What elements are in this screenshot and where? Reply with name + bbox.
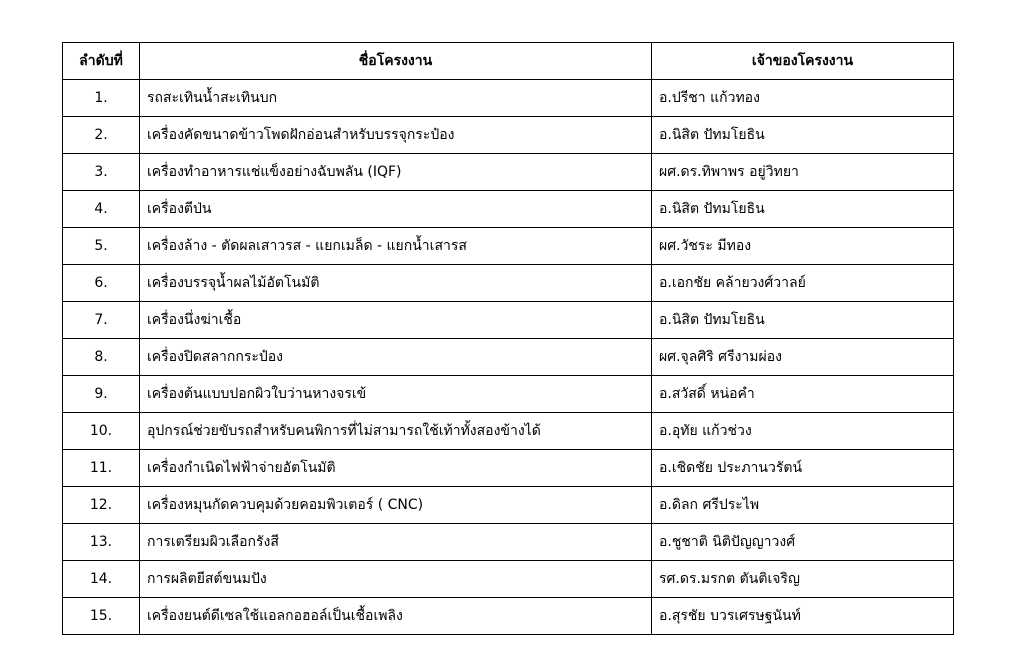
project-name-cell: เครื่องล้าง - ตัดผลเสาวรส - แยกเมล็ด - แยกน้ำเสารส bbox=[140, 228, 652, 265]
order-number-cell: 14. bbox=[63, 561, 140, 598]
project-name-cell: การเตรียมผิวเลือกรังสี bbox=[140, 524, 652, 561]
project-name-cell: เครื่องตีป่น bbox=[140, 191, 652, 228]
table-row bbox=[63, 339, 954, 376]
order-number-cell: 7. bbox=[63, 302, 140, 339]
table-row bbox=[63, 413, 954, 450]
table-row bbox=[63, 376, 954, 413]
table-row bbox=[63, 80, 954, 117]
project-owner-cell: อ.ดิลก ศรีประไพ bbox=[652, 487, 954, 524]
table-body bbox=[63, 80, 954, 635]
project-name-cell: เครื่องนึ่งฆ่าเชื้อ bbox=[140, 302, 652, 339]
order-number-cell: 9. bbox=[63, 376, 140, 413]
projects-table bbox=[62, 42, 954, 635]
project-owner-cell: อ.เชิดชัย ประภานวรัตน์ bbox=[652, 450, 954, 487]
table-row bbox=[63, 228, 954, 265]
order-number-cell: 2. bbox=[63, 117, 140, 154]
order-number-cell: 6. bbox=[63, 265, 140, 302]
table-row bbox=[63, 598, 954, 635]
order-number-cell: 10. bbox=[63, 413, 140, 450]
order-number-cell: 12. bbox=[63, 487, 140, 524]
project-name-cell: เครื่องกำเนิดไฟฟ้าจ่ายอัตโนมัติ bbox=[140, 450, 652, 487]
project-name-cell: รถสะเทินน้ำสะเทินบก bbox=[140, 80, 652, 117]
project-owner-cell: ผศ.จุลศิริ ศรีงามผ่อง bbox=[652, 339, 954, 376]
table-row bbox=[63, 302, 954, 339]
table-row bbox=[63, 191, 954, 228]
project-name-cell: เครื่องคัดขนาดข้าวโพดฝักอ่อนสำหรับบรรจุกระป๋อง bbox=[140, 117, 652, 154]
project-name-cell: เครื่องต้นแบบปอกผิวใบว่านหางจรเข้ bbox=[140, 376, 652, 413]
project-owner-cell: อ.นิสิต ปัทมโยธิน bbox=[652, 302, 954, 339]
project-name-cell: อุปกรณ์ช่วยขับรถสำหรับคนพิการที่ไม่สามารถใช้เท้าทั้งสองข้างได้ bbox=[140, 413, 652, 450]
project-owner-cell: ผศ.วัชระ มีทอง bbox=[652, 228, 954, 265]
table-row bbox=[63, 117, 954, 154]
order-number-cell: 8. bbox=[63, 339, 140, 376]
project-owner-cell: รศ.ดร.มรกต ตันติเจริญ bbox=[652, 561, 954, 598]
project-owner-cell: ผศ.ดร.ทิพาพร อยู่วิทยา bbox=[652, 154, 954, 191]
project-owner-cell: อ.นิสิต ปัทมโยธิน bbox=[652, 117, 954, 154]
header-project-owner: เจ้าของโครงงาน bbox=[652, 43, 954, 80]
order-number-cell: 5. bbox=[63, 228, 140, 265]
order-number-cell: 4. bbox=[63, 191, 140, 228]
table-row bbox=[63, 524, 954, 561]
project-name-cell: เครื่องยนต์ดีเซลใช้แอลกอฮอล์เป็นเชื้อเพลิง bbox=[140, 598, 652, 635]
project-name-cell: เครื่องหมุนกัดควบคุมด้วยคอมพิวเตอร์ ( CNC) bbox=[140, 487, 652, 524]
project-owner-cell: อ.นิสิต ปัทมโยธิน bbox=[652, 191, 954, 228]
header-project-name: ชื่อโครงงาน bbox=[140, 43, 652, 80]
order-number-cell: 3. bbox=[63, 154, 140, 191]
project-name-cell: เครื่องทำอาหารแช่แข็งอย่างฉับพลัน (IQF) bbox=[140, 154, 652, 191]
order-number-cell: 11. bbox=[63, 450, 140, 487]
order-number-cell: 13. bbox=[63, 524, 140, 561]
project-owner-cell: อ.สวัสดิ์ หน่อคำ bbox=[652, 376, 954, 413]
project-owner-cell: อ.สุรชัย บวรเศรษฐนันท์ bbox=[652, 598, 954, 635]
project-owner-cell: อ.ปรีชา แก้วทอง bbox=[652, 80, 954, 117]
table-row bbox=[63, 154, 954, 191]
project-name-cell: เครื่องปิดสลากกระป๋อง bbox=[140, 339, 652, 376]
project-name-cell: การผลิตยีสต์ขนมปัง bbox=[140, 561, 652, 598]
table-row bbox=[63, 450, 954, 487]
project-name-cell: เครื่องบรรจุน้ำผลไม้อัตโนมัติ bbox=[140, 265, 652, 302]
table-header-row bbox=[63, 43, 954, 80]
project-owner-cell: อ.เอกชัย คล้ายวงศ์วาลย์ bbox=[652, 265, 954, 302]
project-owner-cell: อ.อุทัย แก้วช่วง bbox=[652, 413, 954, 450]
table-row bbox=[63, 487, 954, 524]
table-row bbox=[63, 265, 954, 302]
header-order-number: ลำดับที่ bbox=[63, 43, 140, 80]
order-number-cell: 1. bbox=[63, 80, 140, 117]
table-row bbox=[63, 561, 954, 598]
order-number-cell: 15. bbox=[63, 598, 140, 635]
project-owner-cell: อ.ชูชาติ นิติปัญญาวงศ์ bbox=[652, 524, 954, 561]
